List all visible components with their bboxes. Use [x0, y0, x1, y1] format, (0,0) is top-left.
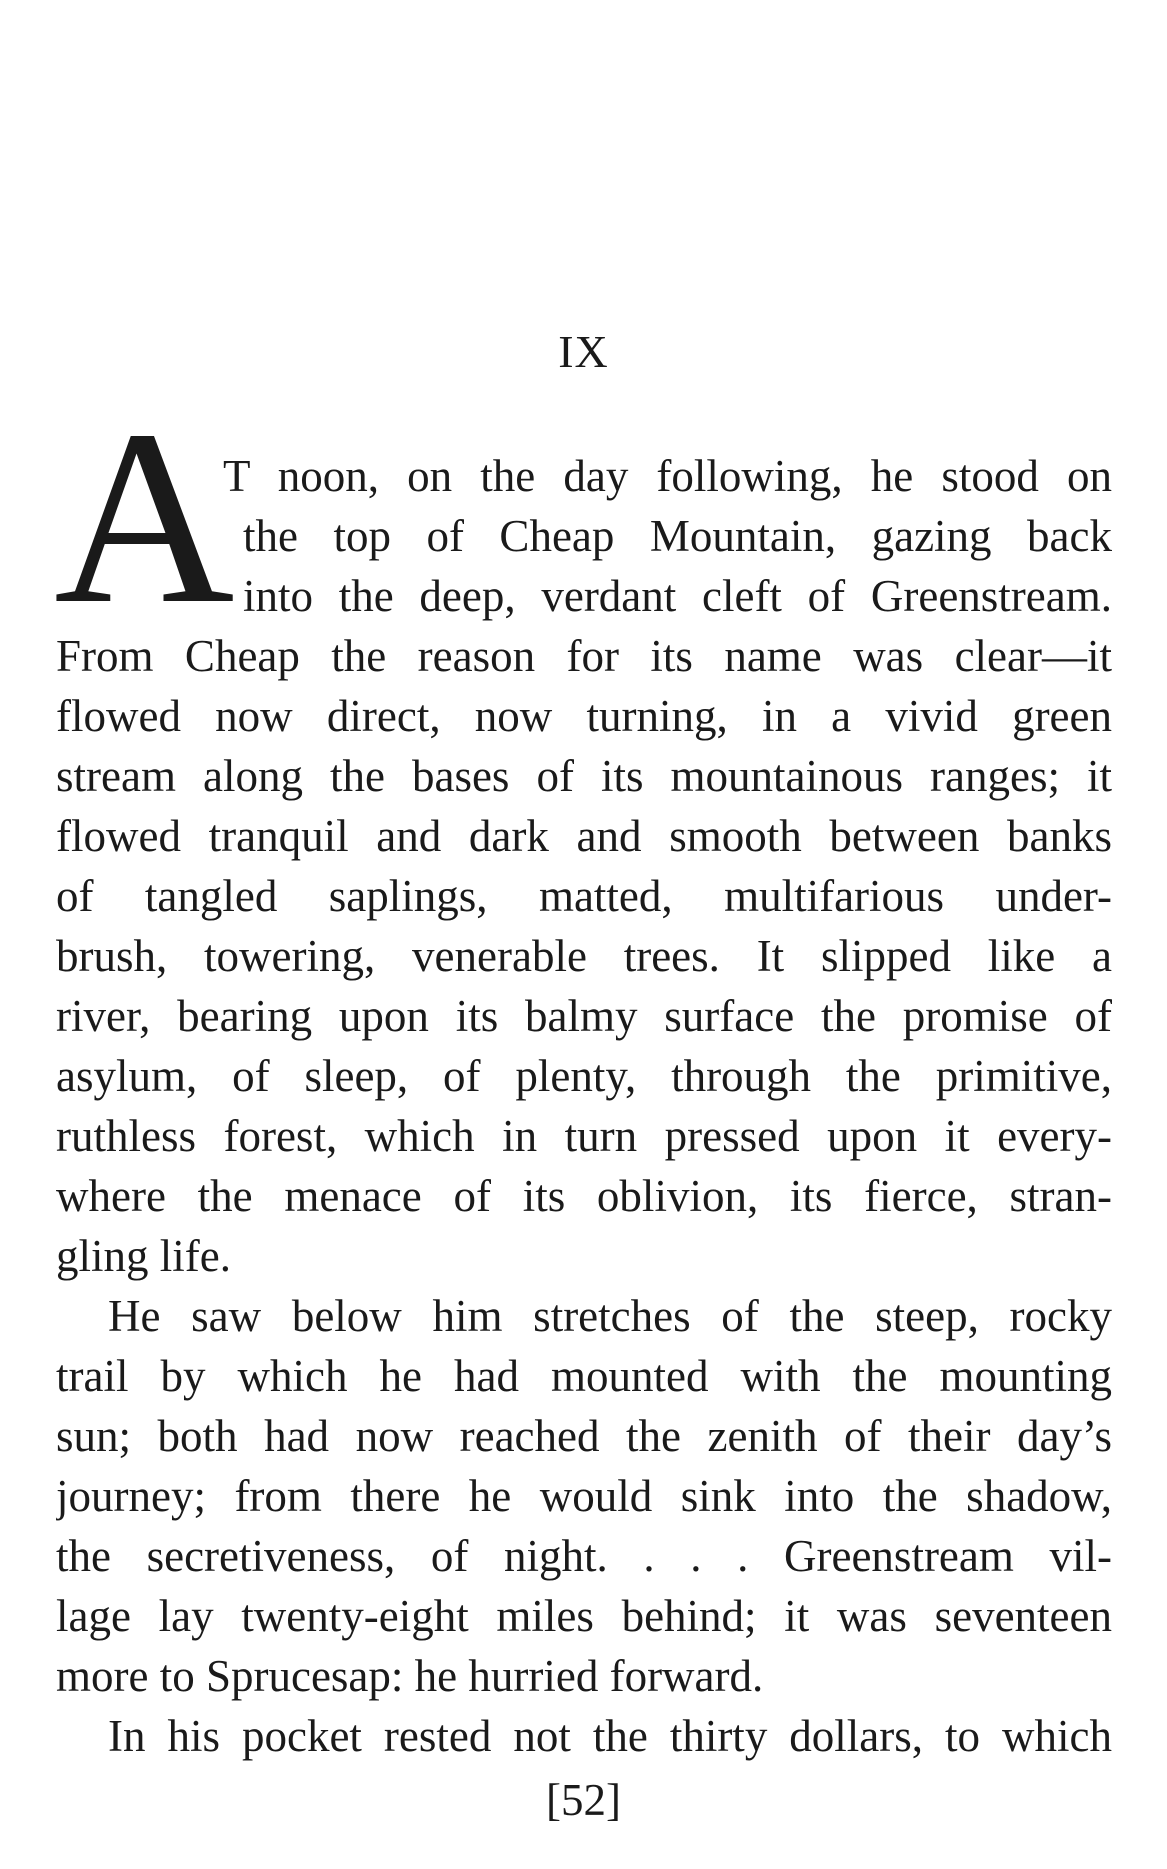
chapter-heading: IX [558, 326, 609, 377]
text-line: He saw below him stretches of the steep, rocky [108, 1291, 1112, 1341]
text-line: flowed tranquil and dark and smooth between banks [56, 811, 1112, 861]
text-line: ruthless forest, which in turn pressed upon it every- [56, 1111, 1112, 1161]
text-line: more to Sprucesap: he hurried forward. [56, 1651, 764, 1701]
text-line: In his pocket rested not the thirty dollars, to which [108, 1711, 1112, 1761]
text-line: the top of Cheap Mountain, gazing back [243, 511, 1112, 561]
text-line: sun; both had now reached the zenith of their day’s [56, 1411, 1112, 1461]
text-line: T noon, on the day following, he stood on [223, 451, 1112, 501]
text-line: From Cheap the reason for its name was clear—it [56, 631, 1112, 681]
page-number: [52] [546, 1775, 621, 1825]
text-line: of tangled saplings, matted, multifarious under- [56, 871, 1112, 921]
text-line: journey; from there he would sink into the shadow, [56, 1471, 1112, 1521]
drop-cap-letter: A [54, 379, 235, 656]
text-line: brush, towering, venerable trees. It slipped like a [56, 931, 1112, 981]
text-line: lage lay twenty-eight miles behind; it was seventeen [56, 1591, 1112, 1641]
text-line: river, bearing upon its balmy surface the promise of [56, 991, 1112, 1041]
text-line: where the menace of its oblivion, its fierce, stran- [56, 1171, 1112, 1221]
text-line: stream along the bases of its mountainous ranges; it [56, 751, 1112, 801]
text-line: into the deep, verdant cleft of Greenstream. [243, 571, 1112, 621]
text-line: flowed now direct, now turning, in a vivid green [56, 691, 1112, 741]
text-line: the secretiveness, of night. . . . Greenstream vil- [56, 1531, 1112, 1581]
text-line: asylum, of sleep, of plenty, through the primitive, [56, 1051, 1112, 1101]
text-line: gling life. [56, 1231, 231, 1281]
text-line: trail by which he had mounted with the mounting [56, 1351, 1112, 1401]
